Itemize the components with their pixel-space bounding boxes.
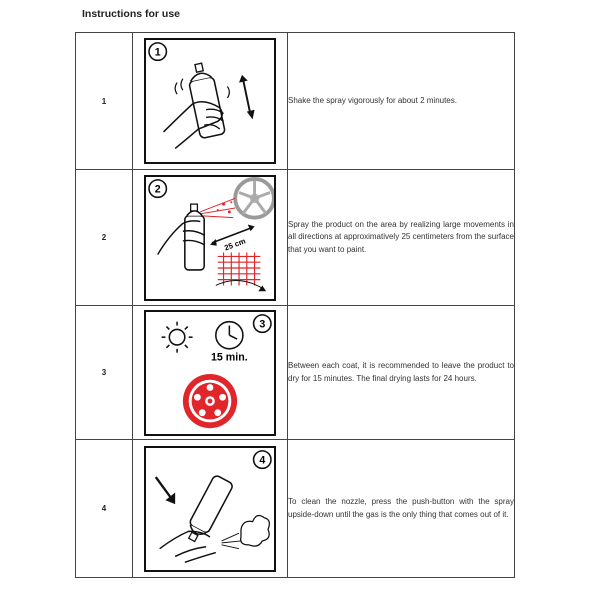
- spraying-wheel-icon: [146, 177, 274, 299]
- step-number: 4: [76, 440, 133, 578]
- step-number: 2: [76, 170, 133, 306]
- step-badge: 4: [259, 453, 266, 466]
- step-description: Between each coat, it is recommended to leave the product to dry for 15 minutes. The final drying lasts for 24 hours.: [288, 306, 515, 440]
- step-description: Spray the product on the area by realizing large movements in all directions at approximatively 25 centimeters from the surface that you want to paint.: [288, 170, 515, 306]
- step-illustration-cell: [133, 440, 288, 578]
- table-row: [76, 33, 515, 170]
- step-badge: 1: [154, 46, 161, 59]
- step-4-illustration: [144, 446, 276, 572]
- step-3-illustration: [144, 310, 276, 436]
- step-1-illustration: [144, 38, 276, 164]
- clock-icon: [216, 321, 243, 348]
- upside-down-spray-icon: [146, 448, 274, 570]
- drying-time-icon: [146, 312, 274, 434]
- step-illustration-cell: [133, 33, 288, 170]
- drying-time-label: 15 min.: [211, 350, 248, 363]
- red-wheel-icon: [183, 373, 237, 427]
- sun-icon: [162, 321, 193, 352]
- hand-shaking-spray-icon: [146, 40, 274, 162]
- step-description: To clean the nozzle, press the push-button with the spray upside-down until the gas is the only thing that comes out of it.: [288, 440, 515, 578]
- step-2-illustration: [144, 175, 276, 301]
- table-row: [76, 306, 515, 440]
- step-illustration-cell: [133, 170, 288, 306]
- step-badge: 2: [154, 182, 161, 195]
- step-description: Shake the spray vigorously for about 2 minutes.: [288, 33, 515, 170]
- step-badge: 3: [259, 317, 266, 330]
- page-title: Instructions for use: [82, 8, 181, 20]
- table-row: [76, 440, 515, 578]
- step-illustration-cell: [133, 306, 288, 440]
- table-row: [76, 170, 515, 306]
- step-number: 1: [76, 33, 133, 170]
- step-number: 3: [76, 306, 133, 440]
- distance-label: 25 cm: [223, 236, 247, 252]
- instructions-table: [75, 32, 515, 578]
